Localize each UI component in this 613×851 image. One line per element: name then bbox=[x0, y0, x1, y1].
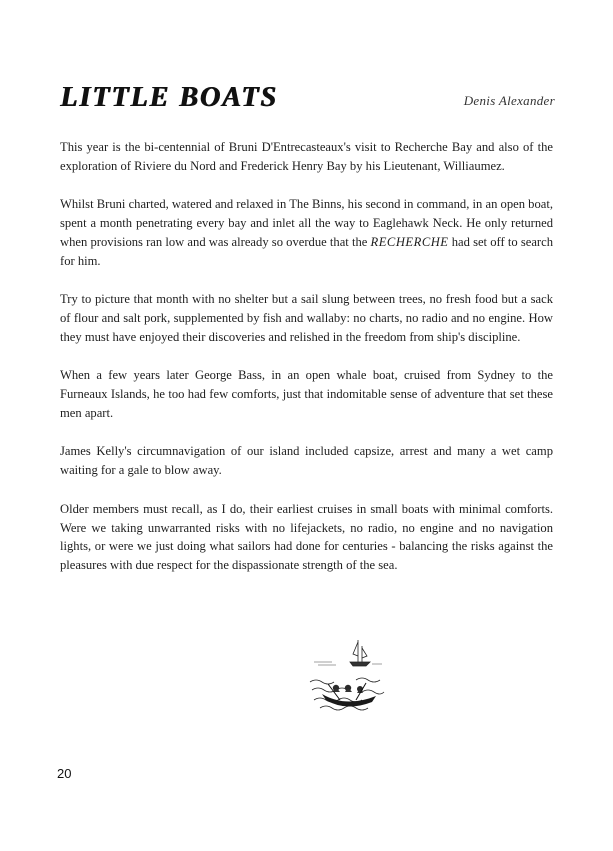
paragraph-1: This year is the bi-centennial of Bruni D'Entrecasteaux's visit to Recherche Bay and also of the exploration of Riviere du Nord and Frederick Henry Bay by his Lieutenant, Williaumez. bbox=[60, 140, 553, 173]
author-byline: Denis Alexander bbox=[463, 93, 555, 108]
article-header bbox=[60, 78, 555, 124]
paragraph-3: Try to picture that month with no shelter but a sail slung between trees, no fresh food but a sack of flour and salt pork, supplemented by fish and wallaby: no charts, no radio and no engine. How they must have enjoyed their discoveries and relished in the freedom from ship's discipline. bbox=[60, 292, 553, 344]
article-body bbox=[60, 138, 553, 595]
article-title: LITTLE BOATS bbox=[60, 82, 278, 113]
paragraph-2-text: Whilst Bruni charted, watered and relaxed in The Binns, his second in command, in an open boat, spent a month penetrating every bay and inlet all the way to Eaglehawk Neck. He only returned when provisions ran low and was already so overdue that the bbox=[60, 197, 553, 249]
paragraph-6: Older members must recall, as I do, their earliest cruises in small boats with minimal comforts. Were we taking unwarranted risks with no lifejackets, no radio, no engine and no navigation lights, or were we just doing what sailors had done for centuries - balancing the risks against the pleasures with due respect for the dispassionate strength of the sea. bbox=[60, 501, 553, 572]
sky-hatching bbox=[314, 662, 382, 665]
paragraph-5: James Kelly's circumnavigation of our island included capsize, arrest and many a wet camp waiting for a gale to blow away. bbox=[60, 444, 553, 478]
paragraph-2-tail: had set off to search for him. bbox=[60, 234, 553, 268]
distant-ship-icon bbox=[350, 640, 370, 666]
paragraph-2 bbox=[60, 195, 553, 270]
page-number: 20 bbox=[57, 766, 72, 781]
rowing-boat-icon bbox=[322, 683, 376, 707]
paragraph-4: When a few years later George Bass, in an open whale boat, cruised from Sydney to the Furneaux Islands, he too had few comforts, just that indomitable sense of adventure that set these men apart. bbox=[60, 368, 553, 420]
ship-name: RECHERCHE bbox=[370, 234, 449, 249]
rowing-boat-illustration bbox=[306, 636, 386, 716]
